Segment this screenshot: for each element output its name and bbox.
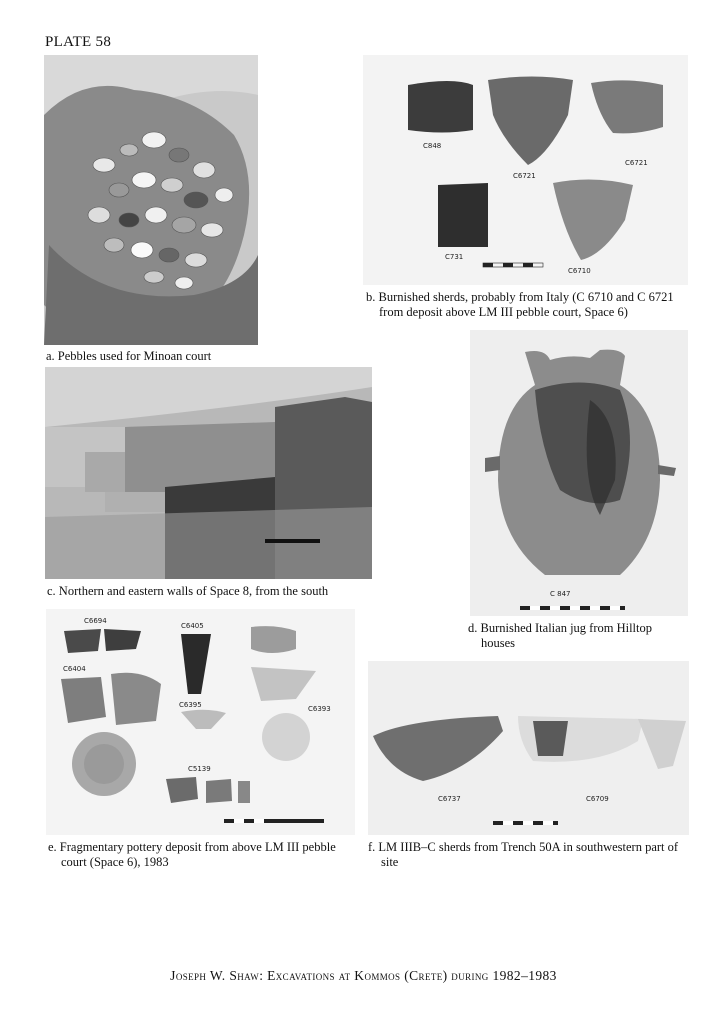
caption-b bbox=[366, 290, 686, 320]
photo-italian-jug bbox=[470, 330, 688, 616]
label-c6395: C6395 bbox=[179, 701, 202, 709]
label-c6404: C6404 bbox=[63, 665, 86, 673]
photo-pebbles bbox=[44, 55, 258, 345]
caption-e bbox=[48, 840, 348, 870]
caption-d-text: d. Burnished Italian jug from Hilltop houses bbox=[468, 621, 653, 650]
caption-f bbox=[368, 840, 693, 870]
plate-title: PLATE 58 bbox=[45, 34, 112, 50]
label-c6405: C6405 bbox=[181, 622, 204, 630]
photo-fragmentary-deposit bbox=[46, 609, 355, 835]
label-c847: C 847 bbox=[550, 590, 571, 598]
deposit-illustration bbox=[46, 609, 355, 835]
label-c848: C848 bbox=[423, 142, 442, 150]
label-c5139: C5139 bbox=[188, 765, 211, 773]
footer-running-title: Joseph W. Shaw: Excavations at Kommos (Crete) during 1982–1983 bbox=[170, 968, 557, 983]
photo-lm-sherds bbox=[368, 661, 689, 835]
photo-walls-space-8 bbox=[45, 367, 372, 579]
lm-sherds-illustration bbox=[368, 661, 689, 835]
photo-burnished-sherds bbox=[363, 55, 688, 285]
label-c6393: C6393 bbox=[308, 705, 331, 713]
sherds-b-illustration bbox=[363, 55, 688, 285]
jug-illustration bbox=[470, 330, 688, 616]
label-c6710: C6710 bbox=[568, 267, 591, 275]
label-c6737: C6737 bbox=[438, 795, 461, 803]
label-c6694: C6694 bbox=[84, 617, 107, 625]
caption-b-text: b. Burnished sherds, probably from Italy (C 6710 and C 6721 from deposit above LM III pebble court, Space 6) bbox=[366, 290, 674, 319]
label-c6721-left: C6721 bbox=[513, 172, 536, 180]
caption-d bbox=[468, 621, 688, 651]
label-c6721-right: C6721 bbox=[625, 159, 648, 167]
caption-f-text: f. LM IIIB–C sherds from Trench 50A in southwestern part of site bbox=[368, 840, 679, 869]
walls-illustration bbox=[45, 367, 372, 579]
caption-e-text: e. Fragmentary pottery deposit from above LM III pebble court (Space 6), 1983 bbox=[48, 840, 336, 869]
label-c6709: C6709 bbox=[586, 795, 609, 803]
caption-a: a. Pebbles used for Minoan court bbox=[46, 349, 212, 363]
pebbles-illustration bbox=[44, 55, 258, 345]
caption-c: c. Northern and eastern walls of Space 8, from the south bbox=[47, 584, 329, 598]
label-c731: C731 bbox=[445, 253, 464, 261]
